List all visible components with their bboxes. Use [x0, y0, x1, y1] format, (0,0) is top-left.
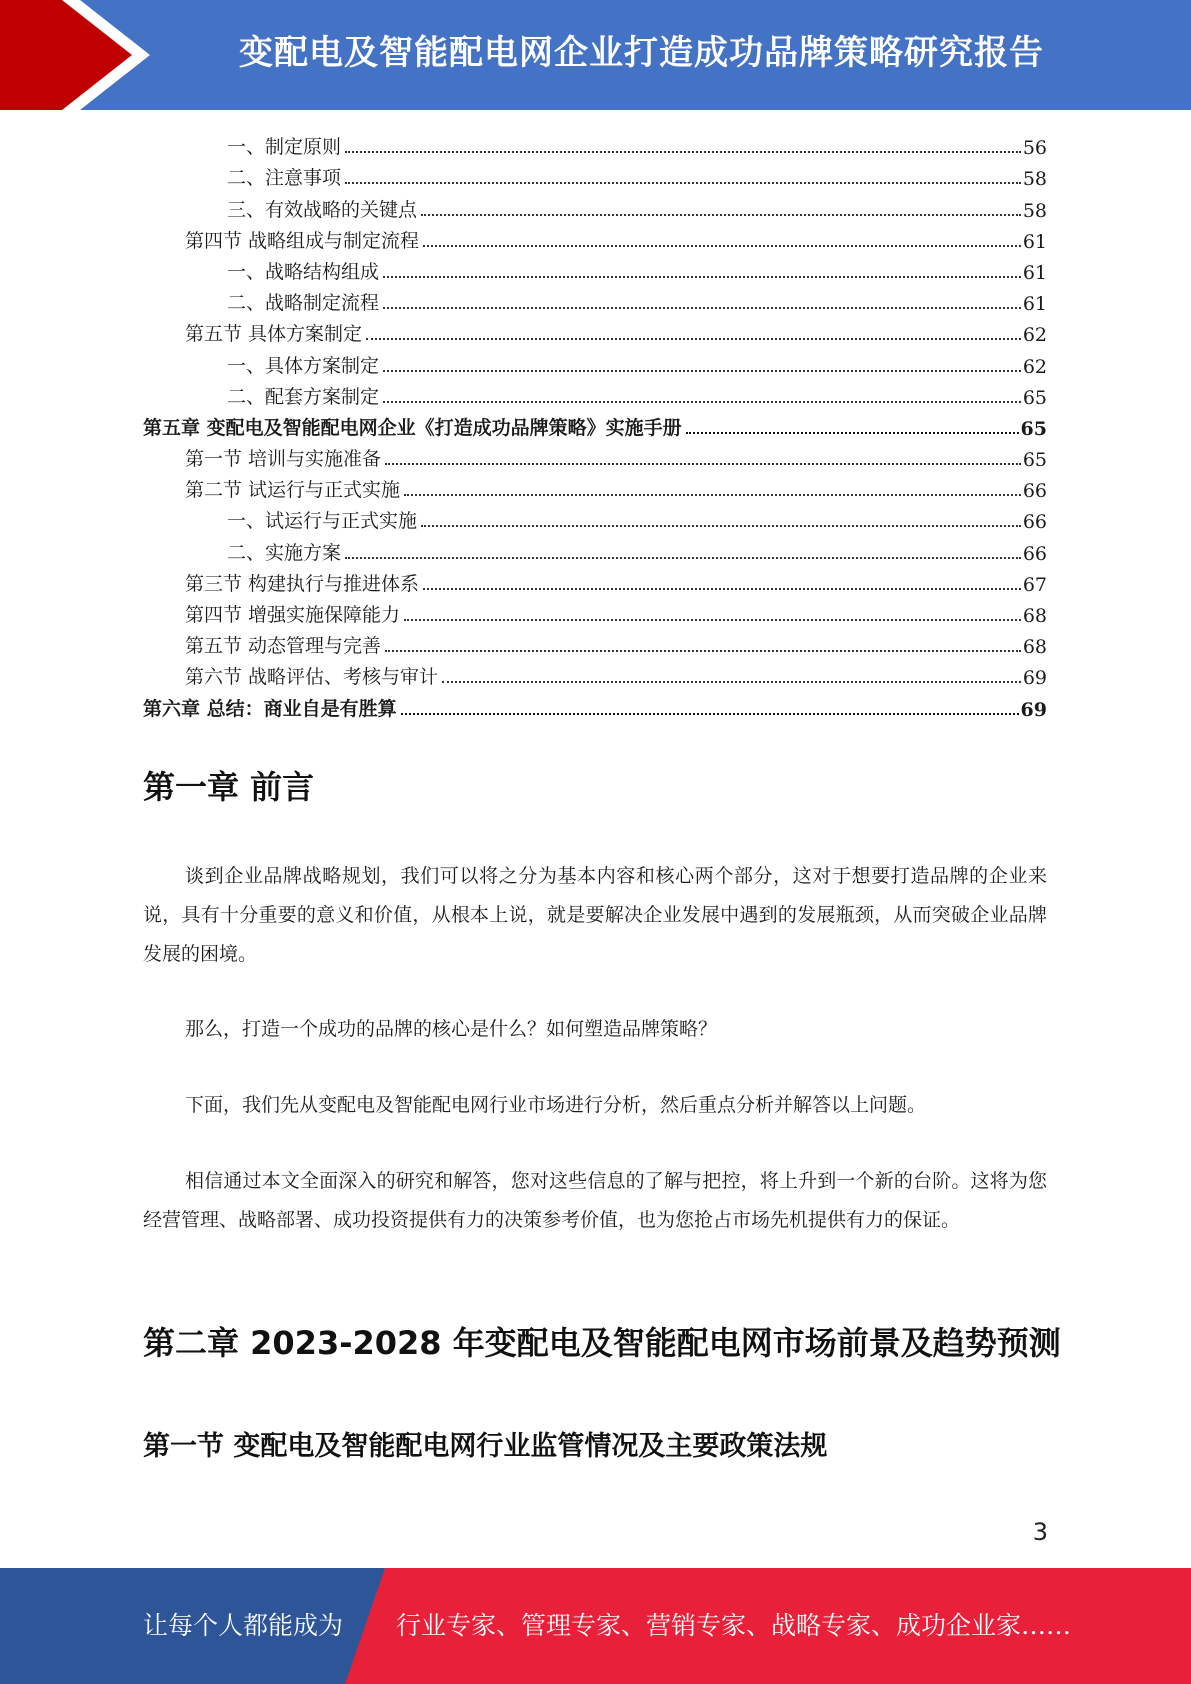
- toc-entry[interactable]: [143, 596, 1047, 627]
- toc-entry[interactable]: [143, 502, 1047, 533]
- toc-leader-dots: [421, 213, 1021, 216]
- toc-entry[interactable]: [143, 658, 1047, 689]
- page-footer: [0, 1568, 1191, 1684]
- chapter1-paragraph-3: 下面，我们先从变配电及智能配电网行业市场进行分析，然后重点分析并解答以上问题。: [185, 1094, 927, 1116]
- toc-entry-page: 61: [1022, 293, 1047, 316]
- toc-entry-page: 65: [1022, 449, 1047, 472]
- toc-entry-page: 65: [1022, 386, 1047, 409]
- toc-entry-label: 第三节 构建执行与推进体系: [185, 572, 420, 595]
- toc-leader-dots: [404, 618, 1021, 621]
- toc-entry-page: 56: [1022, 137, 1047, 160]
- toc-entry-label: 二、战略制定流程: [227, 292, 380, 315]
- chapter1-paragraph-2: 那么，打造一个成功的品牌的核心是什么？如何塑造品牌策略？: [185, 1018, 718, 1040]
- toc-entry-label: 第六章 总结：商业自是有胜算: [143, 697, 397, 720]
- toc-leader-dots: [442, 680, 1021, 683]
- table-of-contents: [143, 128, 1047, 721]
- chapter1-paragraph-4: 相信通过本文全面深入的研究和解答，您对这些信息的了解与把控，将上升到一个新的台阶。这将为您经营管理、战略部署、成功投资提供有力的决策参考价值，也为您抢占市场先机提供有力的保证。: [143, 1170, 1047, 1231]
- toc-leader-dots: [383, 306, 1021, 309]
- toc-leader-dots: [345, 150, 1021, 153]
- toc-entry-label: 一、战略结构组成: [227, 260, 380, 283]
- toc-entry-label: 三、有效战略的关键点: [227, 198, 418, 221]
- toc-entry-label: 第四节 增强实施保障能力: [185, 604, 401, 626]
- toc-entry[interactable]: [143, 471, 1047, 502]
- toc-entry-label: 第五节 动态管理与完善: [185, 635, 382, 658]
- toc-entry-page: 62: [1022, 355, 1047, 378]
- toc-entry-page: 62: [1022, 324, 1047, 347]
- toc-leader-dots: [383, 275, 1021, 278]
- toc-leader-dots: [423, 244, 1021, 247]
- toc-leader-dots: [383, 369, 1021, 372]
- toc-leader-dots: [385, 462, 1021, 465]
- toc-entry-label: 第二节 试运行与正式实施: [185, 479, 401, 502]
- toc-entry-label: 第五章 变配电及智能配电网企业《打造成功品牌策略》实施手册: [143, 416, 682, 439]
- footer-left-text: 让每个人都能成为: [143, 1611, 344, 1640]
- chapter2-title: 第二章 2023-2028 年变配电及智能配电网市场前景及趋势预测: [143, 1324, 1061, 1362]
- chapter2-section1-title: 第一节 变配电及智能配电网行业监管情况及主要政策法规: [143, 1431, 828, 1462]
- toc-entry-page: 69: [1022, 667, 1047, 690]
- toc-entry-page: 66: [1022, 542, 1047, 565]
- toc-entry[interactable]: [143, 190, 1047, 221]
- toc-leader-dots: [366, 337, 1021, 340]
- chapter1-title: 第一章 前言: [143, 768, 315, 806]
- toc-entry-page: 58: [1022, 199, 1047, 222]
- toc-leader-dots: [421, 524, 1021, 527]
- toc-entry-page: 68: [1022, 636, 1047, 659]
- toc-entry-label: 第一节 培训与实施准备: [185, 448, 382, 471]
- toc-entry-label: 一、试运行与正式实施: [227, 510, 418, 533]
- toc-leader-dots: [404, 493, 1021, 496]
- toc-leader-dots: [423, 587, 1021, 590]
- toc-entry[interactable]: [143, 128, 1047, 159]
- toc-entry[interactable]: [143, 378, 1047, 409]
- toc-entry[interactable]: [143, 409, 1047, 440]
- toc-leader-dots: [383, 400, 1021, 403]
- toc-entry[interactable]: [143, 253, 1047, 284]
- toc-leader-dots: [401, 712, 1019, 715]
- header-title: 变配电及智能配电网企业打造成功品牌策略研究报告: [239, 33, 1044, 73]
- toc-leader-dots: [345, 181, 1021, 184]
- toc-entry-page: 67: [1022, 573, 1047, 596]
- toc-leader-dots: [345, 556, 1021, 559]
- toc-entry-page: 69: [1020, 698, 1047, 721]
- toc-entry[interactable]: [143, 565, 1047, 596]
- toc-entry[interactable]: [143, 284, 1047, 315]
- toc-entry-label: 第四节 战略组成与制定流程: [185, 229, 420, 252]
- toc-entry[interactable]: [143, 222, 1047, 253]
- toc-entry[interactable]: [143, 533, 1047, 564]
- toc-entry-page: 61: [1022, 261, 1047, 284]
- toc-leader-dots: [686, 431, 1019, 434]
- toc-entry-page: 58: [1022, 168, 1047, 191]
- toc-entry[interactable]: [143, 440, 1047, 471]
- toc-entry-page: 65: [1020, 417, 1047, 440]
- toc-entry-page: 66: [1022, 480, 1047, 503]
- page-number: 3: [1032, 1518, 1048, 1546]
- toc-entry-page: 61: [1022, 230, 1047, 253]
- toc-entry-page: 68: [1022, 605, 1047, 627]
- footer-right-text: 行业专家、管理专家、营销专家、战略专家、成功企业家……: [396, 1611, 1072, 1640]
- page-header: [0, 0, 1191, 110]
- toc-entry-page: 66: [1022, 511, 1047, 534]
- toc-entry-label: 第六节 战略评估、考核与审计: [185, 666, 439, 689]
- toc-entry-label: 二、注意事项: [227, 167, 342, 190]
- toc-entry[interactable]: [143, 159, 1047, 190]
- toc-entry[interactable]: [143, 627, 1047, 658]
- toc-leader-dots: [385, 649, 1021, 652]
- toc-entry-label: 二、实施方案: [227, 541, 342, 564]
- toc-entry-label: 一、制定原则: [227, 136, 342, 159]
- toc-entry[interactable]: [143, 346, 1047, 377]
- toc-entry[interactable]: [143, 315, 1047, 346]
- toc-entry-label: 第五节 具体方案制定: [185, 323, 363, 346]
- toc-entry[interactable]: [143, 689, 1047, 720]
- chapter1-paragraph-1: 谈到企业品牌战略规划，我们可以将之分为基本内容和核心两个部分，这对于想要打造品牌的企业来说，具有十分重要的意义和价值，从根本上说，就是要解决企业发展中遇到的发展瓶颈，从而突破企业品牌发展的困境。: [143, 865, 1047, 965]
- toc-entry-label: 一、具体方案制定: [227, 354, 380, 377]
- toc-entry-label: 二、配套方案制定: [227, 385, 380, 408]
